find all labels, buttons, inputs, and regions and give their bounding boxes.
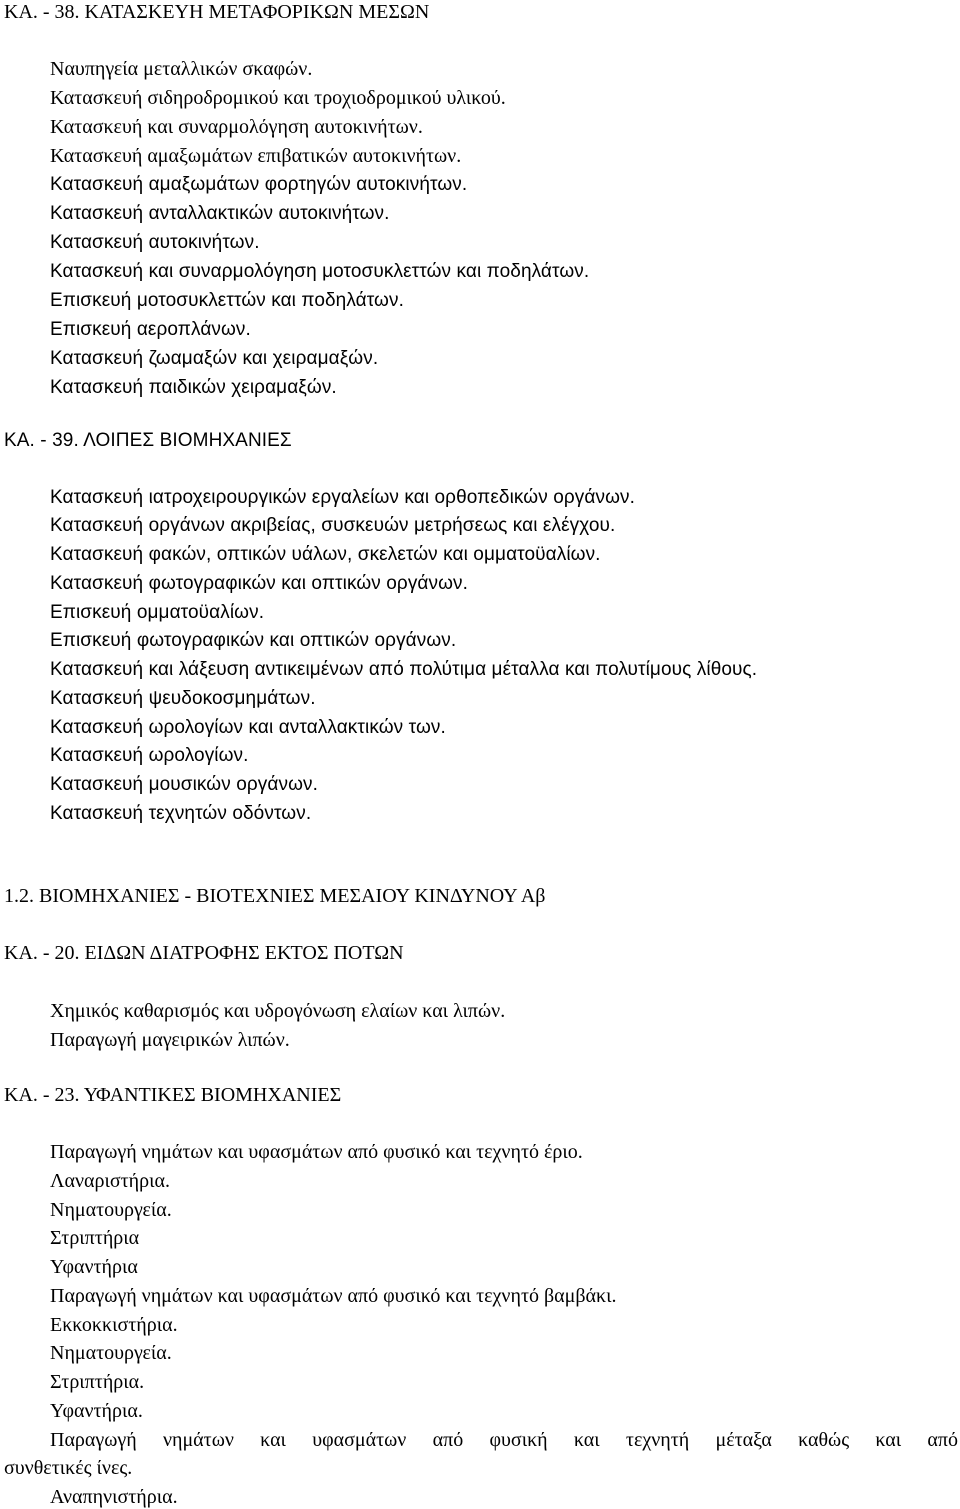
list-item: Κατασκευή ωρολογίων και ανταλλακτικών των. xyxy=(50,717,446,738)
list-item: Αναπηνιστήρια. xyxy=(50,1486,178,1508)
list-item: Κατασκευή παιδικών χειραμαξών. xyxy=(50,377,337,398)
list-item: Κατασκευή ωρολογίων. xyxy=(50,745,249,766)
list-item: Κατασκευή ζωαμαξών και χειραμαξών. xyxy=(50,348,379,369)
list-item: Επισκευή ομματοϋαλίων. xyxy=(50,602,265,623)
list-item: Επισκευή αεροπλάνων. xyxy=(50,319,251,340)
list-item: Κατασκευή αυτοκινήτων. xyxy=(50,232,260,253)
list-item: Επισκευή μοτοσυκλεττών και ποδηλάτων. xyxy=(50,290,404,311)
list-item: Εκκοκκιστήρια. xyxy=(50,1314,178,1336)
section-39-heading: ΚΑ. - 39. ΛΟΙΠΕΣ ΒΙΟΜΗΧΑΝΙΕΣ xyxy=(4,430,292,451)
list-item: Κατασκευή και συναρμολόγηση αυτοκινήτων. xyxy=(50,116,423,138)
list-item: Στριπτήρια xyxy=(50,1227,140,1249)
section-38-heading: ΚΑ. - 38. ΚΑΤΑΣΚΕΥΗ ΜΕΤΑΦΟΡΙΚΩΝ ΜΕΣΩΝ xyxy=(4,1,430,23)
list-item: Στριπτήρια. xyxy=(50,1371,145,1393)
list-item: Νηματουργεία. xyxy=(50,1199,172,1221)
list-item: Παραγωγή μαγειρικών λιπών. xyxy=(50,1029,290,1051)
list-item: Λαναριστήρια. xyxy=(50,1170,170,1192)
list-item: Κατασκευή ιατροχειρουργικών εργαλείων και ορθοπεδικών οργάνων. xyxy=(50,487,635,508)
list-item: Κατασκευή ανταλλακτικών αυτοκινήτων. xyxy=(50,203,390,224)
list-item: Κατασκευή και συναρμολόγηση μοτοσυκλεττών και ποδηλάτων. xyxy=(50,261,590,282)
list-item: Επισκευή φωτογραφικών και οπτικών οργάνων. xyxy=(50,630,457,651)
list-item: Ναυπηγεία μεταλλικών σκαφών. xyxy=(50,58,313,80)
list-item: Κατασκευή οργάνων ακριβείας, συσκευών μετρήσεως και ελέγχου. xyxy=(50,515,616,536)
list-item: Κατασκευή αμαξωμάτων φορτηγών αυτοκινήτων. xyxy=(50,174,468,195)
list-item-wrapped-line-2: συνθετικές ίνες. xyxy=(4,1457,133,1479)
list-item: Παραγωγή νημάτων και υφασμάτων από φυσικό και τεχνητό έριο. xyxy=(50,1141,583,1163)
category-1-2-heading: 1.2. ΒΙΟΜΗΧΑΝΙΕΣ - ΒΙΟΤΕΧΝΙΕΣ ΜΕΣΑΙΟΥ ΚΙΝΔΥΝΟΥ Αβ xyxy=(4,885,546,907)
list-item-wrapped-line-1: Παραγωγή νημάτων και υφασμάτων από φυσική και τεχνητή μέταξα καθώς και από xyxy=(50,1429,958,1451)
list-item: Υφαντήρια xyxy=(50,1256,138,1278)
list-item: Κατασκευή σιδηροδρομικού και τροχιοδρομικού υλικού. xyxy=(50,87,506,109)
list-item: Κατασκευή φωτογραφικών και οπτικών οργάνων. xyxy=(50,573,469,594)
section-20-heading: ΚΑ. - 20. ΕΙΔΩΝ ΔΙΑΤΡΟΦΗΣ ΕΚΤΟΣ ΠΟΤΩΝ xyxy=(4,942,404,964)
list-item: Κατασκευή αμαξωμάτων επιβατικών αυτοκινήτων. xyxy=(50,145,462,167)
list-item: Κατασκευή μουσικών οργάνων. xyxy=(50,774,318,795)
list-item: Υφαντήρια. xyxy=(50,1400,143,1422)
section-23-heading: ΚΑ. - 23. ΥΦΑΝΤΙΚΕΣ ΒΙΟΜΗΧΑΝΙΕΣ xyxy=(4,1084,342,1106)
list-item: Νηματουργεία. xyxy=(50,1342,172,1364)
list-item: Κατασκευή και λάξευση αντικειμένων από πολύτιμα μέταλλα και πολυτίμους λίθους. xyxy=(50,659,758,680)
list-item: Χημικός καθαρισμός και υδρογόνωση ελαίων και λιπών. xyxy=(50,1000,506,1022)
list-item: Κατασκευή ψευδοκοσμημάτων. xyxy=(50,688,316,709)
list-item: Κατασκευή τεχνητών οδόντων. xyxy=(50,803,312,824)
list-item: Παραγωγή νημάτων και υφασμάτων από φυσικό και τεχνητό βαμβάκι. xyxy=(50,1285,617,1307)
list-item: Κατασκευή φακών, οπτικών υάλων, σκελετών και ομματοϋαλίων. xyxy=(50,544,601,565)
